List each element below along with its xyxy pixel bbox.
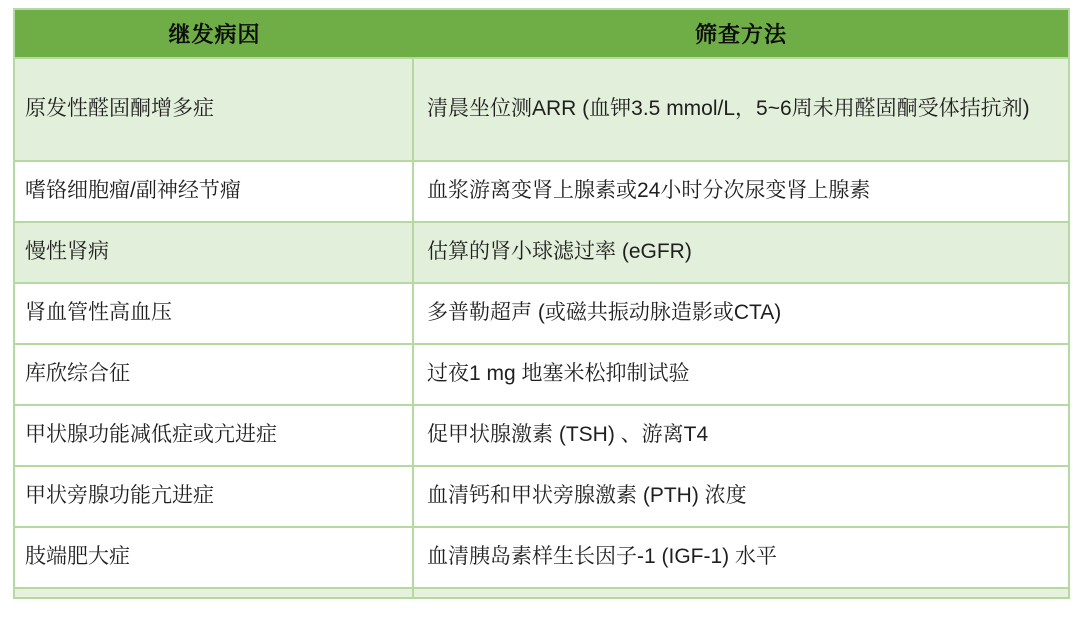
screening-methods-table [13, 8, 1070, 599]
cell-method: 促甲状腺激素 (TSH) 、游离T4 [427, 423, 709, 447]
cell-cause: 库欣综合征 [15, 345, 414, 404]
cell-method: 血清胰岛素样生长因子-1 (IGF-1) 水平 [427, 545, 777, 569]
cell-cause: 肢端肥大症 [15, 528, 414, 587]
cell-cause: 嗜铬细胞瘤/副神经节瘤 [15, 162, 414, 221]
cell-method: 血浆游离变肾上腺素或24小时分次尿变肾上腺素 [427, 179, 871, 203]
header-cell-cause: 继发病因 [168, 22, 261, 47]
table-row [15, 526, 1068, 587]
table-row [15, 160, 1068, 221]
cell-cause: 肾血管性高血压 [15, 284, 414, 343]
cell-method: 估算的肾小球滤过率 (eGFR) [427, 240, 692, 264]
cell-cause: 甲状腺功能减低症或亢进症 [15, 406, 414, 465]
table-row [15, 404, 1068, 465]
table-row [15, 221, 1068, 282]
cell-cause: 原发性醛固酮增多症 [15, 59, 414, 160]
cell-method: 多普勒超声 (或磁共振动脉造影或CTA) [427, 301, 782, 325]
table-row [15, 343, 1068, 404]
cell-cause: 甲状旁腺功能亢进症 [15, 467, 414, 526]
table-row [15, 465, 1068, 526]
cell-method: 过夜1 mg 地塞米松抑制试验 [427, 362, 690, 386]
header-cell-method: 筛查方法 [694, 22, 787, 47]
partial-cutoff-row [15, 587, 1068, 597]
cell-cause-empty [15, 589, 414, 597]
table-row [15, 282, 1068, 343]
cell-method: 清晨坐位测ARR (血钾3.5 mmol/L，5~6周未用醛固酮受体拮抗剂) [427, 97, 1030, 121]
table-row [15, 57, 1068, 160]
table-header-row [15, 10, 1068, 57]
cell-method-empty [414, 589, 1068, 597]
cell-cause: 慢性肾病 [15, 223, 414, 282]
cell-method: 血清钙和甲状旁腺激素 (PTH) 浓度 [427, 484, 747, 508]
